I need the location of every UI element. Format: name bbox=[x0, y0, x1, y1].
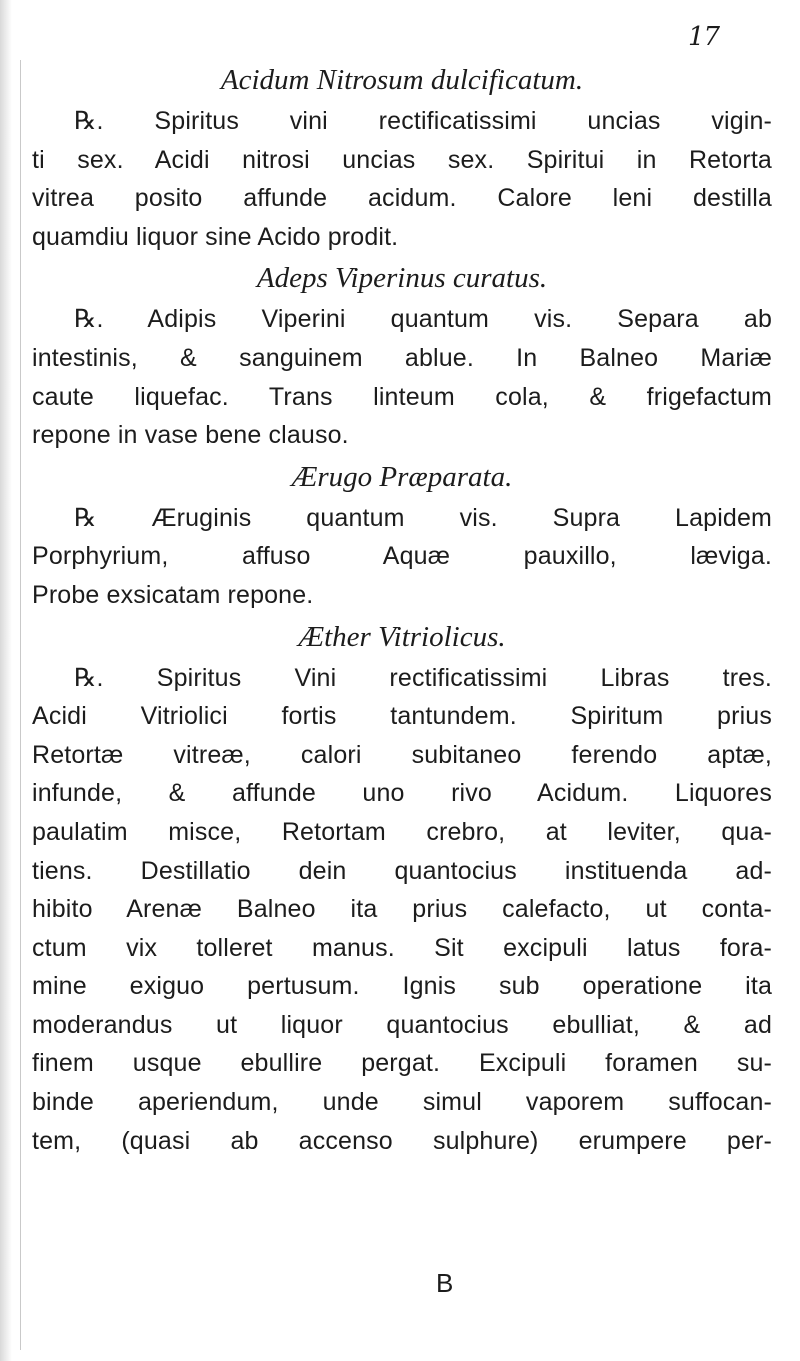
text-line: ℞. Spiritus vini rectificatissimi uncias vigin- bbox=[74, 107, 772, 135]
text-line: tiens. Destillatio dein quantocius instituenda ad- bbox=[32, 856, 772, 885]
text-line: finem usque ebullire pergat. Excipuli foramen su- bbox=[32, 1049, 772, 1078]
text-line: repone in vase bene clauso. bbox=[32, 421, 349, 450]
text-line: tem, (quasi ab accenso sulphure) erumpere per- bbox=[32, 1126, 772, 1155]
catchword-signature: B bbox=[436, 1268, 454, 1298]
text-line: vitrea posito affunde acidum. Calore leni destilla bbox=[32, 184, 772, 213]
recipe-heading-aether-vitriolicus: Æther Vitriolicus. bbox=[298, 620, 506, 653]
text-line: binde aperiendum, unde simul vaporem suffocan- bbox=[32, 1088, 772, 1117]
text-line: Probe exsicatam repone. bbox=[32, 580, 314, 609]
text-line: Retortæ vitreæ, calori subitaneo ferendo aptæ, bbox=[32, 740, 772, 769]
text-line: ti sex. Acidi nitrosi uncias sex. Spiritui in Retorta bbox=[32, 145, 772, 174]
text-line: ℞. Spiritus Vini rectificatissimi Libras tres. bbox=[74, 663, 772, 692]
text-line: hibito Arenæ Balneo ita prius calefacto, ut conta- bbox=[32, 895, 772, 924]
text-line: ℞ Æruginis quantum vis. Supra Lapidem bbox=[74, 503, 772, 532]
text-line: moderandus ut liquor quantocius ebulliat, & ad bbox=[32, 1010, 772, 1039]
page-number: 17 bbox=[688, 22, 720, 52]
text-line: Porphyrium, affuso Aquæ pauxillo, læviga. bbox=[32, 542, 772, 571]
text-line: ctum vix tolleret manus. Sit excipuli latus fora- bbox=[32, 933, 772, 962]
page-text-block bbox=[32, 58, 772, 1160]
text-line: paulatim misce, Retortam crebro, at leviter, qua- bbox=[32, 817, 772, 846]
gutter-edge-line bbox=[20, 60, 21, 1350]
text-line: caute liquefac. Trans linteum cola, & frigefactum bbox=[32, 382, 772, 411]
page-gutter-shadow bbox=[0, 0, 12, 1361]
recipe-heading-acidum-nitrosum: Acidum Nitrosum dulcificatum. bbox=[220, 64, 584, 96]
text-line: mine exiguo pertusum. Ignis sub operatione ita bbox=[32, 972, 772, 1001]
recipe-heading-aerugo: Ærugo Præparata. bbox=[291, 460, 513, 493]
text-line: quamdiu liquor sine Acido prodit. bbox=[32, 222, 399, 251]
text-line: infunde, & affunde uno rivo Acidum. Liquores bbox=[32, 779, 772, 808]
text-line: ℞. Adipis Viperini quantum vis. Separa ab bbox=[74, 305, 772, 334]
recipe-heading-adeps-viperinus: Adeps Viperinus curatus. bbox=[256, 262, 548, 295]
text-line: intestinis, & sanguinem ablue. In Balneo Mariæ bbox=[32, 343, 772, 372]
text-line: Acidi Vitriolici fortis tantundem. Spiritum prius bbox=[32, 702, 772, 731]
